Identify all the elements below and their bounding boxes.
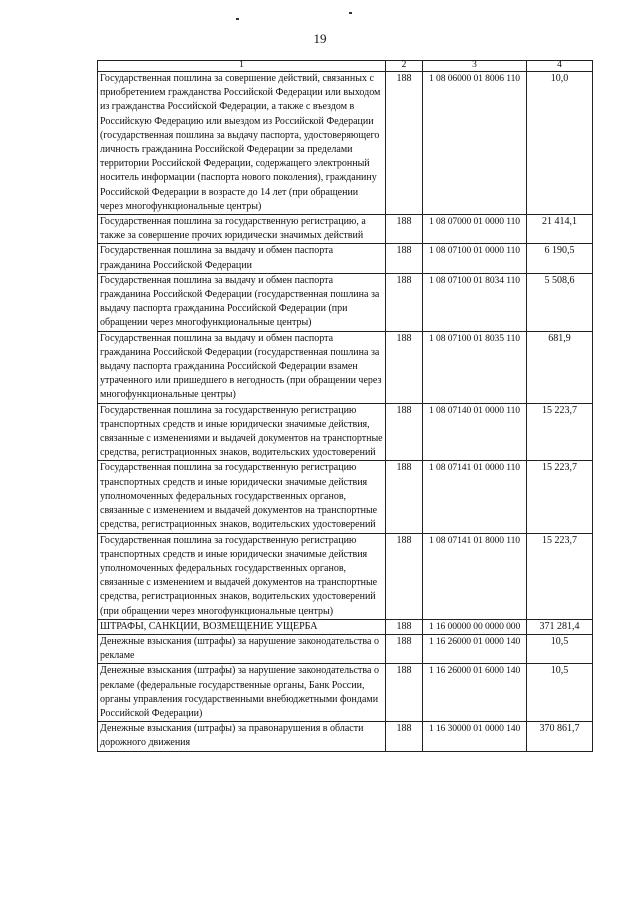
amount: 15 223,7 bbox=[527, 461, 593, 533]
amount: 6 190,5 bbox=[527, 244, 593, 273]
admin-code: 188 bbox=[386, 72, 423, 215]
budget-code: 1 16 26000 01 6000 140 bbox=[423, 664, 527, 722]
table-row bbox=[98, 331, 593, 403]
amount: 21 414,1 bbox=[527, 215, 593, 244]
column-number-row bbox=[98, 61, 593, 72]
column-number: 4 bbox=[527, 61, 593, 72]
budget-code: 1 08 07141 01 8000 110 bbox=[423, 533, 527, 619]
revenue-table bbox=[97, 60, 593, 752]
amount: 15 223,7 bbox=[527, 403, 593, 461]
budget-code: 1 08 07100 01 8035 110 bbox=[423, 331, 527, 403]
table-row bbox=[98, 634, 593, 663]
amount: 371 281,4 bbox=[527, 619, 593, 634]
column-number: 1 bbox=[98, 61, 386, 72]
budget-code: 1 16 26000 01 0000 140 bbox=[423, 634, 527, 663]
table-row bbox=[98, 533, 593, 619]
revenue-name: Государственная пошлина за государственную регистрацию, а также за совершение прочих юридически значимых действий bbox=[98, 215, 386, 244]
amount: 681,9 bbox=[527, 331, 593, 403]
column-number: 3 bbox=[423, 61, 527, 72]
column-number: 2 bbox=[386, 61, 423, 72]
admin-code: 188 bbox=[386, 634, 423, 663]
table-row bbox=[98, 72, 593, 215]
table-row bbox=[98, 461, 593, 533]
revenue-name: Государственная пошлина за государственную регистрацию транспортных средств и иные юридически значимые действия, связанные с изменениями и выдачей документов на транспортные средства, регистрационных знаков, водительских удостоверений bbox=[98, 403, 386, 461]
budget-code: 1 08 07100 01 0000 110 bbox=[423, 244, 527, 273]
admin-code: 188 bbox=[386, 215, 423, 244]
budget-code: 1 08 06000 01 8006 110 bbox=[423, 72, 527, 215]
budget-code: 1 08 07100 01 8034 110 bbox=[423, 273, 527, 331]
revenue-name: Государственная пошлина за выдачу и обмен паспорта гражданина Российской Федерации (государственная пошлина за выдачу паспорта гражданина Российской Федерации (при обращении через многофункциональные центры) bbox=[98, 273, 386, 331]
budget-code: 1 08 07140 01 0000 110 bbox=[423, 403, 527, 461]
table-row bbox=[98, 664, 593, 722]
admin-code: 188 bbox=[386, 331, 423, 403]
amount: 10,5 bbox=[527, 634, 593, 663]
revenue-name: Денежные взыскания (штрафы) за правонарушения в области дорожного движения bbox=[98, 722, 386, 751]
budget-code: 1 08 07000 01 0000 110 bbox=[423, 215, 527, 244]
table-row bbox=[98, 244, 593, 273]
table-row bbox=[98, 403, 593, 461]
budget-code: 1 08 07141 01 0000 110 bbox=[423, 461, 527, 533]
admin-code: 188 bbox=[386, 722, 423, 751]
admin-code: 188 bbox=[386, 619, 423, 634]
revenue-name: Государственная пошлина за государственную регистрацию транспортных средств и иные юридически значимые действия уполномоченных федеральных государственных органов, связанные с изменением и выдачей документов на транспортные средства, регистрационных знаков, водительских удостоверений bbox=[98, 461, 386, 533]
revenue-name: Денежные взыскания (штрафы) за нарушение законодательства о рекламе (федеральные государственные органы, Банк России, органы управления государственными внебюджетными фондами Российской Федерации) bbox=[98, 664, 386, 722]
scan-speck bbox=[349, 12, 352, 14]
amount: 370 861,7 bbox=[527, 722, 593, 751]
amount: 15 223,7 bbox=[527, 533, 593, 619]
revenue-name: Государственная пошлина за выдачу и обмен паспорта гражданина Российской Федерации bbox=[98, 244, 386, 273]
revenue-name: Государственная пошлина за совершение действий, связанных с приобретением гражданства Российской Федерации или выходом из гражданства Российской Федерации, а также с въездом в Российскую Федерацию или выездом из Российской Федерации (государственная пошлина за выдачу паспорта, удостоверяющего личность гражданина Российской Федерации за пределами территории Российской Федерации, содержащего электронный носитель информации (паспорта нового поколения), гражданину Российской Федерации в возрасте до 14 лет (при обращении через многофункциональные центры) bbox=[98, 72, 386, 215]
table-row bbox=[98, 722, 593, 751]
admin-code: 188 bbox=[386, 664, 423, 722]
revenue-name: Государственная пошлина за государственную регистрацию транспортных средств и иные юридически значимые действия уполномоченных федеральных государственных органов, связанные с изменением и выдачей документов на транспортные средства, регистрационных знаков, водительских удостоверений (при обращении через многофункциональные центры) bbox=[98, 533, 386, 619]
amount: 5 508,6 bbox=[527, 273, 593, 331]
admin-code: 188 bbox=[386, 533, 423, 619]
budget-code: 1 16 00000 00 0000 000 bbox=[423, 619, 527, 634]
admin-code: 188 bbox=[386, 403, 423, 461]
revenue-name: Государственная пошлина за выдачу и обмен паспорта гражданина Российской Федерации (государственная пошлина за выдачу паспорта гражданина Российской Федерации взамен утраченного или пришедшего в негодность (при обращении через многофункциональные центры) bbox=[98, 331, 386, 403]
admin-code: 188 bbox=[386, 461, 423, 533]
revenue-name: Денежные взыскания (штрафы) за нарушение законодательства о рекламе bbox=[98, 634, 386, 663]
table-row bbox=[98, 215, 593, 244]
table-row bbox=[98, 273, 593, 331]
budget-code: 1 16 30000 01 0000 140 bbox=[423, 722, 527, 751]
admin-code: 188 bbox=[386, 244, 423, 273]
table-row-section bbox=[98, 619, 593, 634]
scan-speck bbox=[236, 18, 239, 20]
section-title: ШТРАФЫ, САНКЦИИ, ВОЗМЕЩЕНИЕ УЩЕРБА bbox=[98, 619, 386, 634]
admin-code: 188 bbox=[386, 273, 423, 331]
amount: 10,5 bbox=[527, 664, 593, 722]
page-number: 19 bbox=[313, 31, 327, 46]
amount: 10,0 bbox=[527, 72, 593, 215]
